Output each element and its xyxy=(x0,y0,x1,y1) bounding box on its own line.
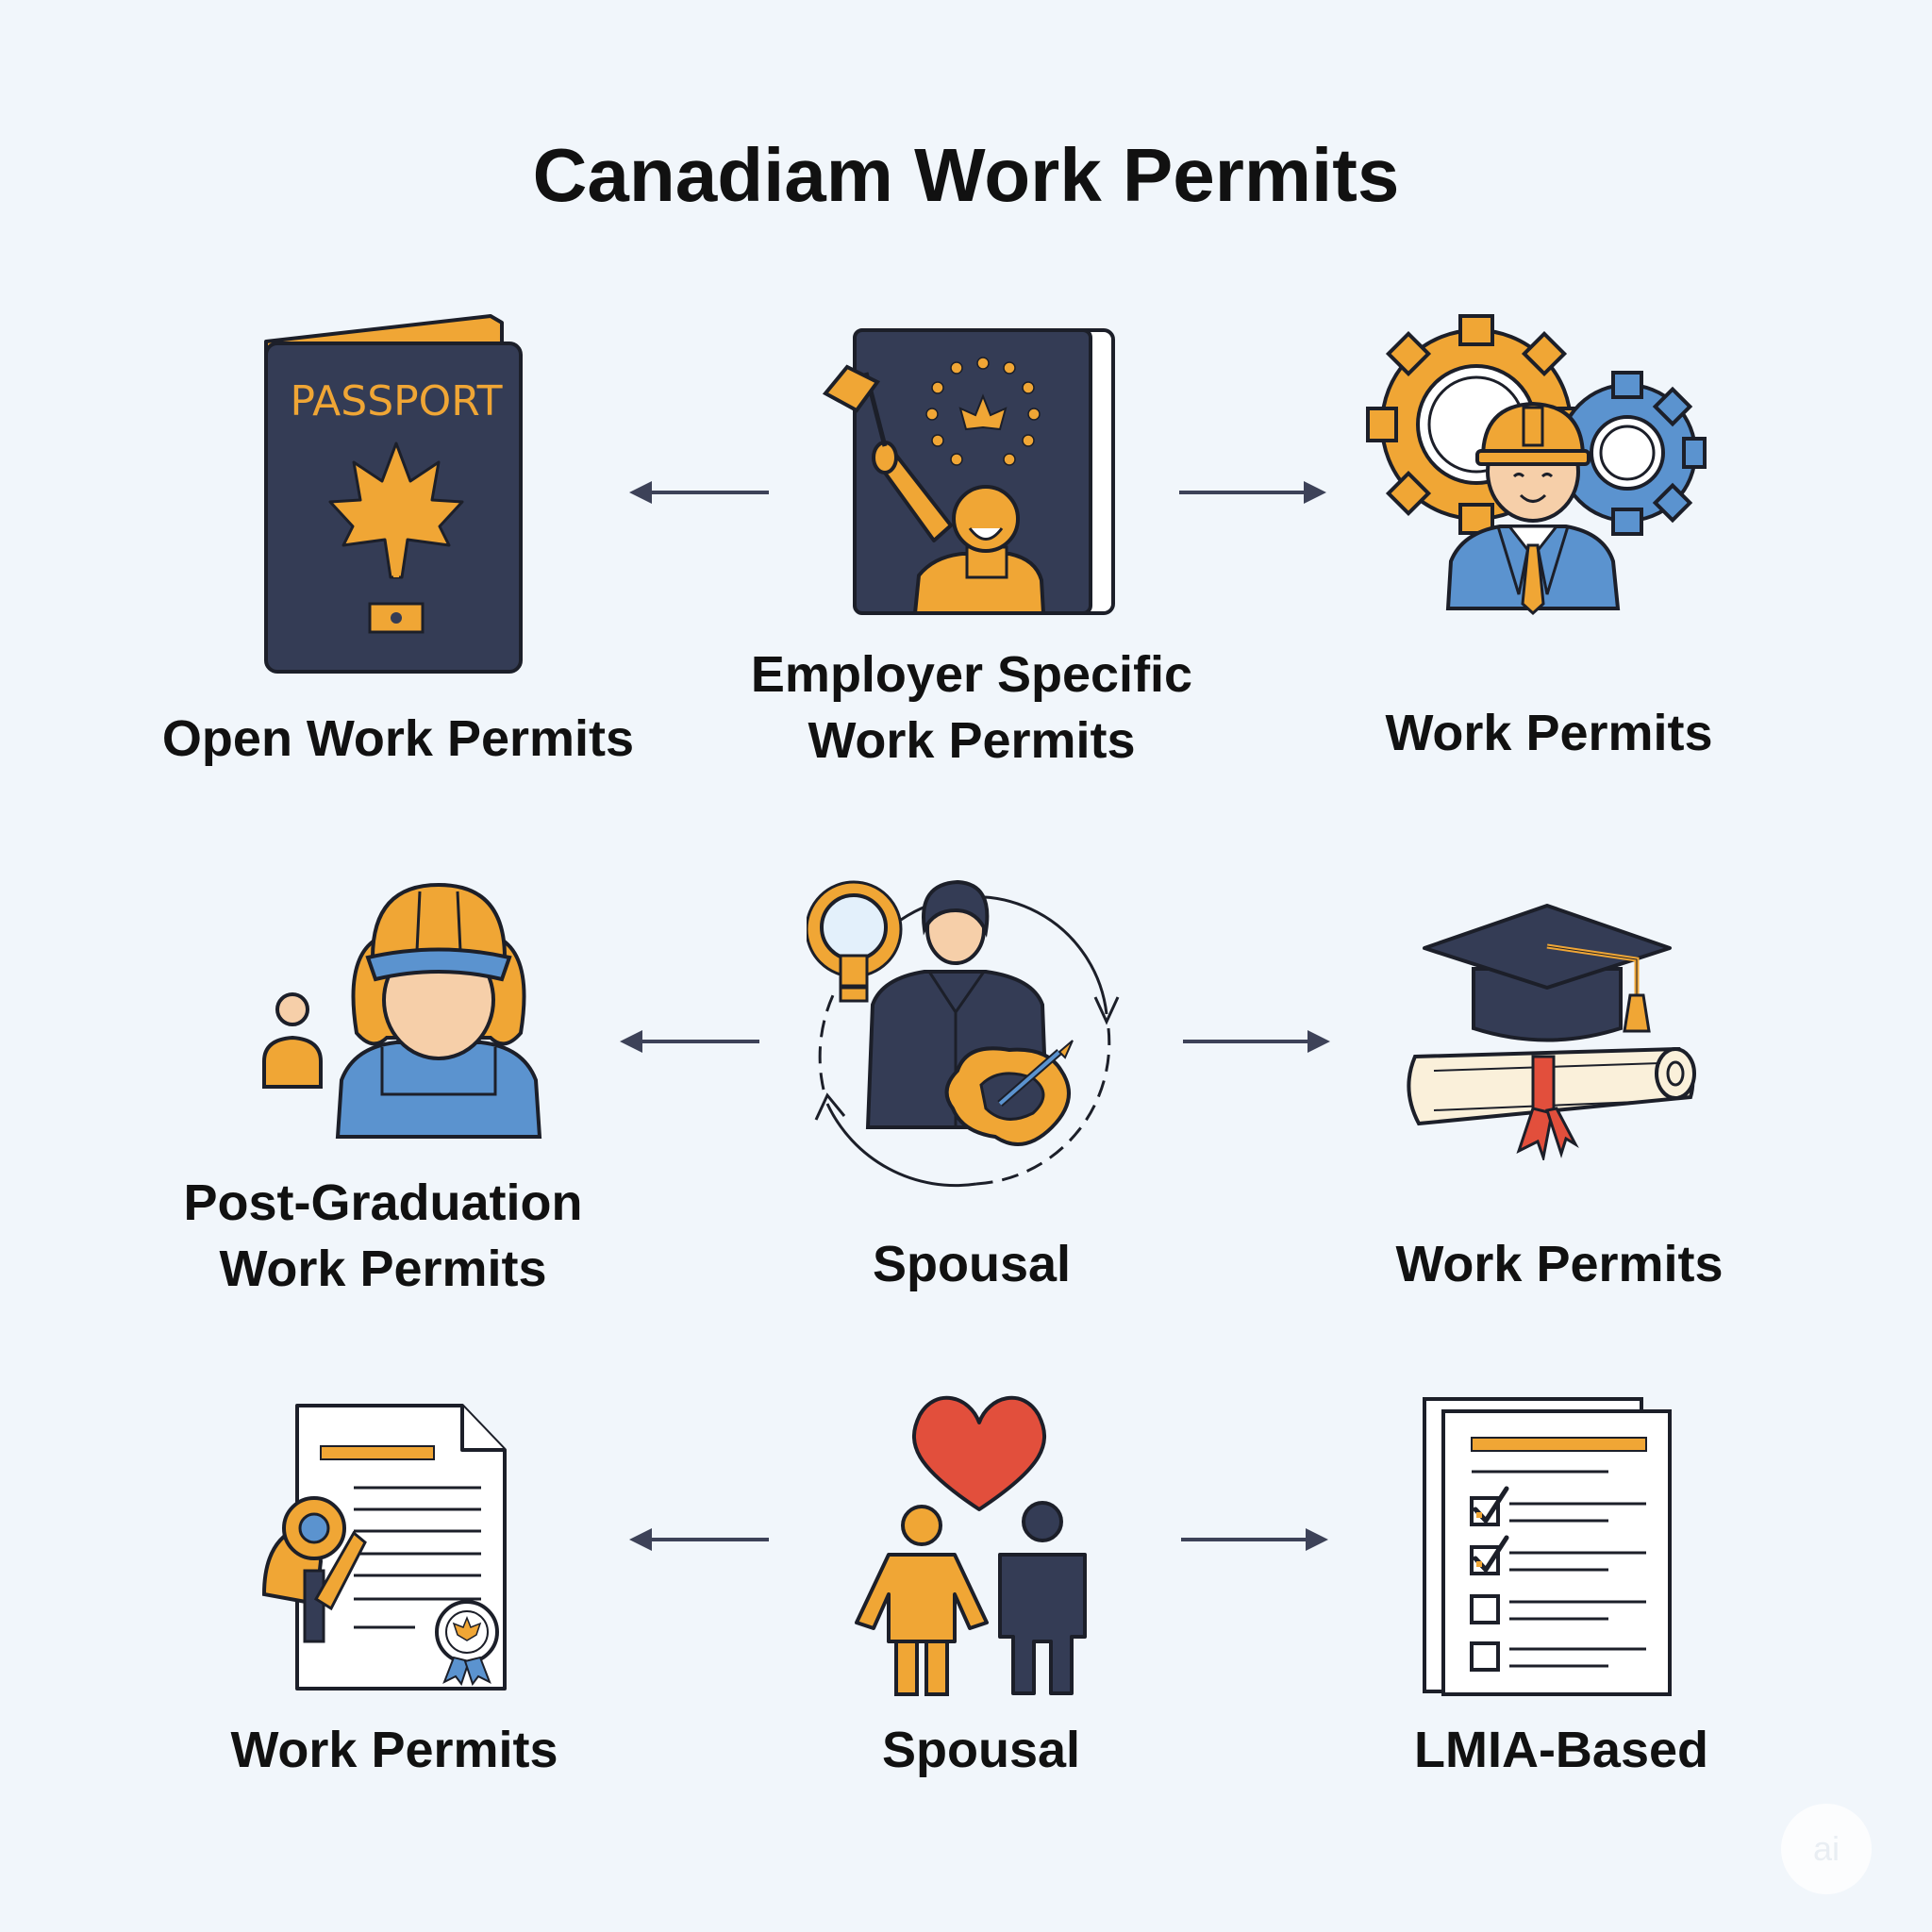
couple-heart-icon xyxy=(849,1387,1094,1698)
label-work-permits-1 xyxy=(1266,700,1832,766)
arrow-right-icon xyxy=(1181,1023,1332,1060)
diagram-title: Canadiam Work Permits xyxy=(532,133,1400,217)
label-open-work-permits xyxy=(115,706,681,772)
label-post-graduation xyxy=(100,1170,666,1302)
female-worker-icon xyxy=(255,877,547,1141)
label-line: Work Permits xyxy=(1395,1236,1724,1292)
passport-text: PASSPORT xyxy=(290,377,503,425)
arrow-right-icon xyxy=(1177,474,1328,511)
label-line: Work Permits xyxy=(219,1241,547,1297)
label-line: Work Permits xyxy=(230,1722,558,1778)
certificate-document-icon xyxy=(259,1401,514,1693)
label-line: Employer Specific xyxy=(750,646,1193,703)
graduation-cap-diploma-icon xyxy=(1396,901,1707,1160)
label-work-permits-3 xyxy=(111,1717,677,1783)
arrow-left-icon xyxy=(627,474,778,511)
label-line: Spousal xyxy=(872,1236,1072,1292)
arrow-right-icon xyxy=(1179,1521,1330,1558)
engineer-gears-icon xyxy=(1358,311,1707,623)
checklist-document-icon xyxy=(1420,1394,1674,1701)
label-work-permits-2 xyxy=(1276,1231,1842,1297)
arrow-left-icon xyxy=(618,1023,769,1060)
label-employer-specific xyxy=(689,641,1255,774)
label-line: Open Work Permits xyxy=(161,710,635,767)
passport-icon xyxy=(255,302,538,679)
label-lmia-based xyxy=(1278,1717,1844,1783)
label-spousal-1 xyxy=(689,1231,1255,1297)
label-line: Work Permits xyxy=(1385,705,1713,761)
arrow-left-icon xyxy=(627,1521,778,1558)
canadian-worker-booklet-icon xyxy=(821,325,1123,618)
label-line: Post-Graduation xyxy=(183,1174,583,1231)
label-spousal-2 xyxy=(698,1717,1264,1783)
label-line: Spousal xyxy=(881,1722,1081,1778)
watermark-badge: ai xyxy=(1781,1804,1872,1894)
label-line: Work Permits xyxy=(808,712,1136,769)
graduate-ideas-cycle-icon xyxy=(807,873,1127,1203)
label-line: LMIA-Based xyxy=(1413,1722,1709,1778)
